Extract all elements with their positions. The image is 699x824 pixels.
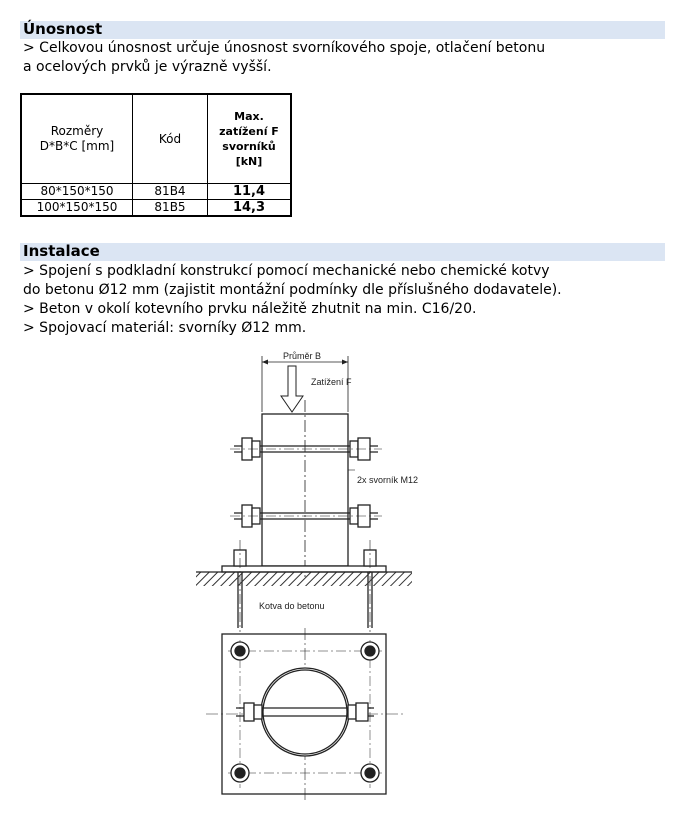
label-load-f: Zatížení F — [311, 377, 352, 387]
unosnost-text-line-2: a ocelových prvků je výrazně vyšší. — [23, 59, 272, 75]
instalace-text-line-1: > Spojení s podkladní konstrukcí pomocí mechanické nebo chemické kotvy — [23, 263, 550, 279]
label-diameter-b: Průměr B — [283, 351, 322, 361]
cell-code: 81B4 — [133, 184, 208, 200]
unosnost-text-line-1: > Celkovou únosnost určuje únosnost svorníkového spoje, otlačení betonu — [23, 40, 546, 56]
header-code: Kód — [133, 94, 208, 184]
header-dimensions: Rozměry D*B*C [mm] — [21, 94, 133, 184]
cell-size: 80*150*150 — [21, 184, 133, 200]
instalace-text-line-3: > Beton v okolí kotevního prvku náležitě zhutnit na min. C16/20. — [23, 301, 477, 317]
cell-load: 11,4 — [208, 184, 292, 200]
cell-code: 81B5 — [133, 200, 208, 217]
cell-load: 14,3 — [208, 200, 292, 217]
instalace-text-line-4: > Spojovací materiál: svorníky Ø12 mm. — [23, 320, 307, 336]
section-title-instalace: Instalace — [23, 242, 100, 260]
header-max-load: Max. zatížení F svorníků [kN] — [208, 94, 292, 184]
section-title-unosnost: Únosnost — [23, 20, 103, 38]
side-view — [196, 356, 412, 632]
label-bolts: 2x svorník M12 — [357, 475, 419, 485]
label-anchor: Kotva do betonu — [259, 601, 325, 611]
top-view — [206, 628, 404, 800]
instalace-text-line-2: do betonu Ø12 mm (zajistit montážní podmínky dle příslušného dodavatele). — [23, 282, 562, 298]
cell-size: 100*150*150 — [21, 200, 133, 217]
